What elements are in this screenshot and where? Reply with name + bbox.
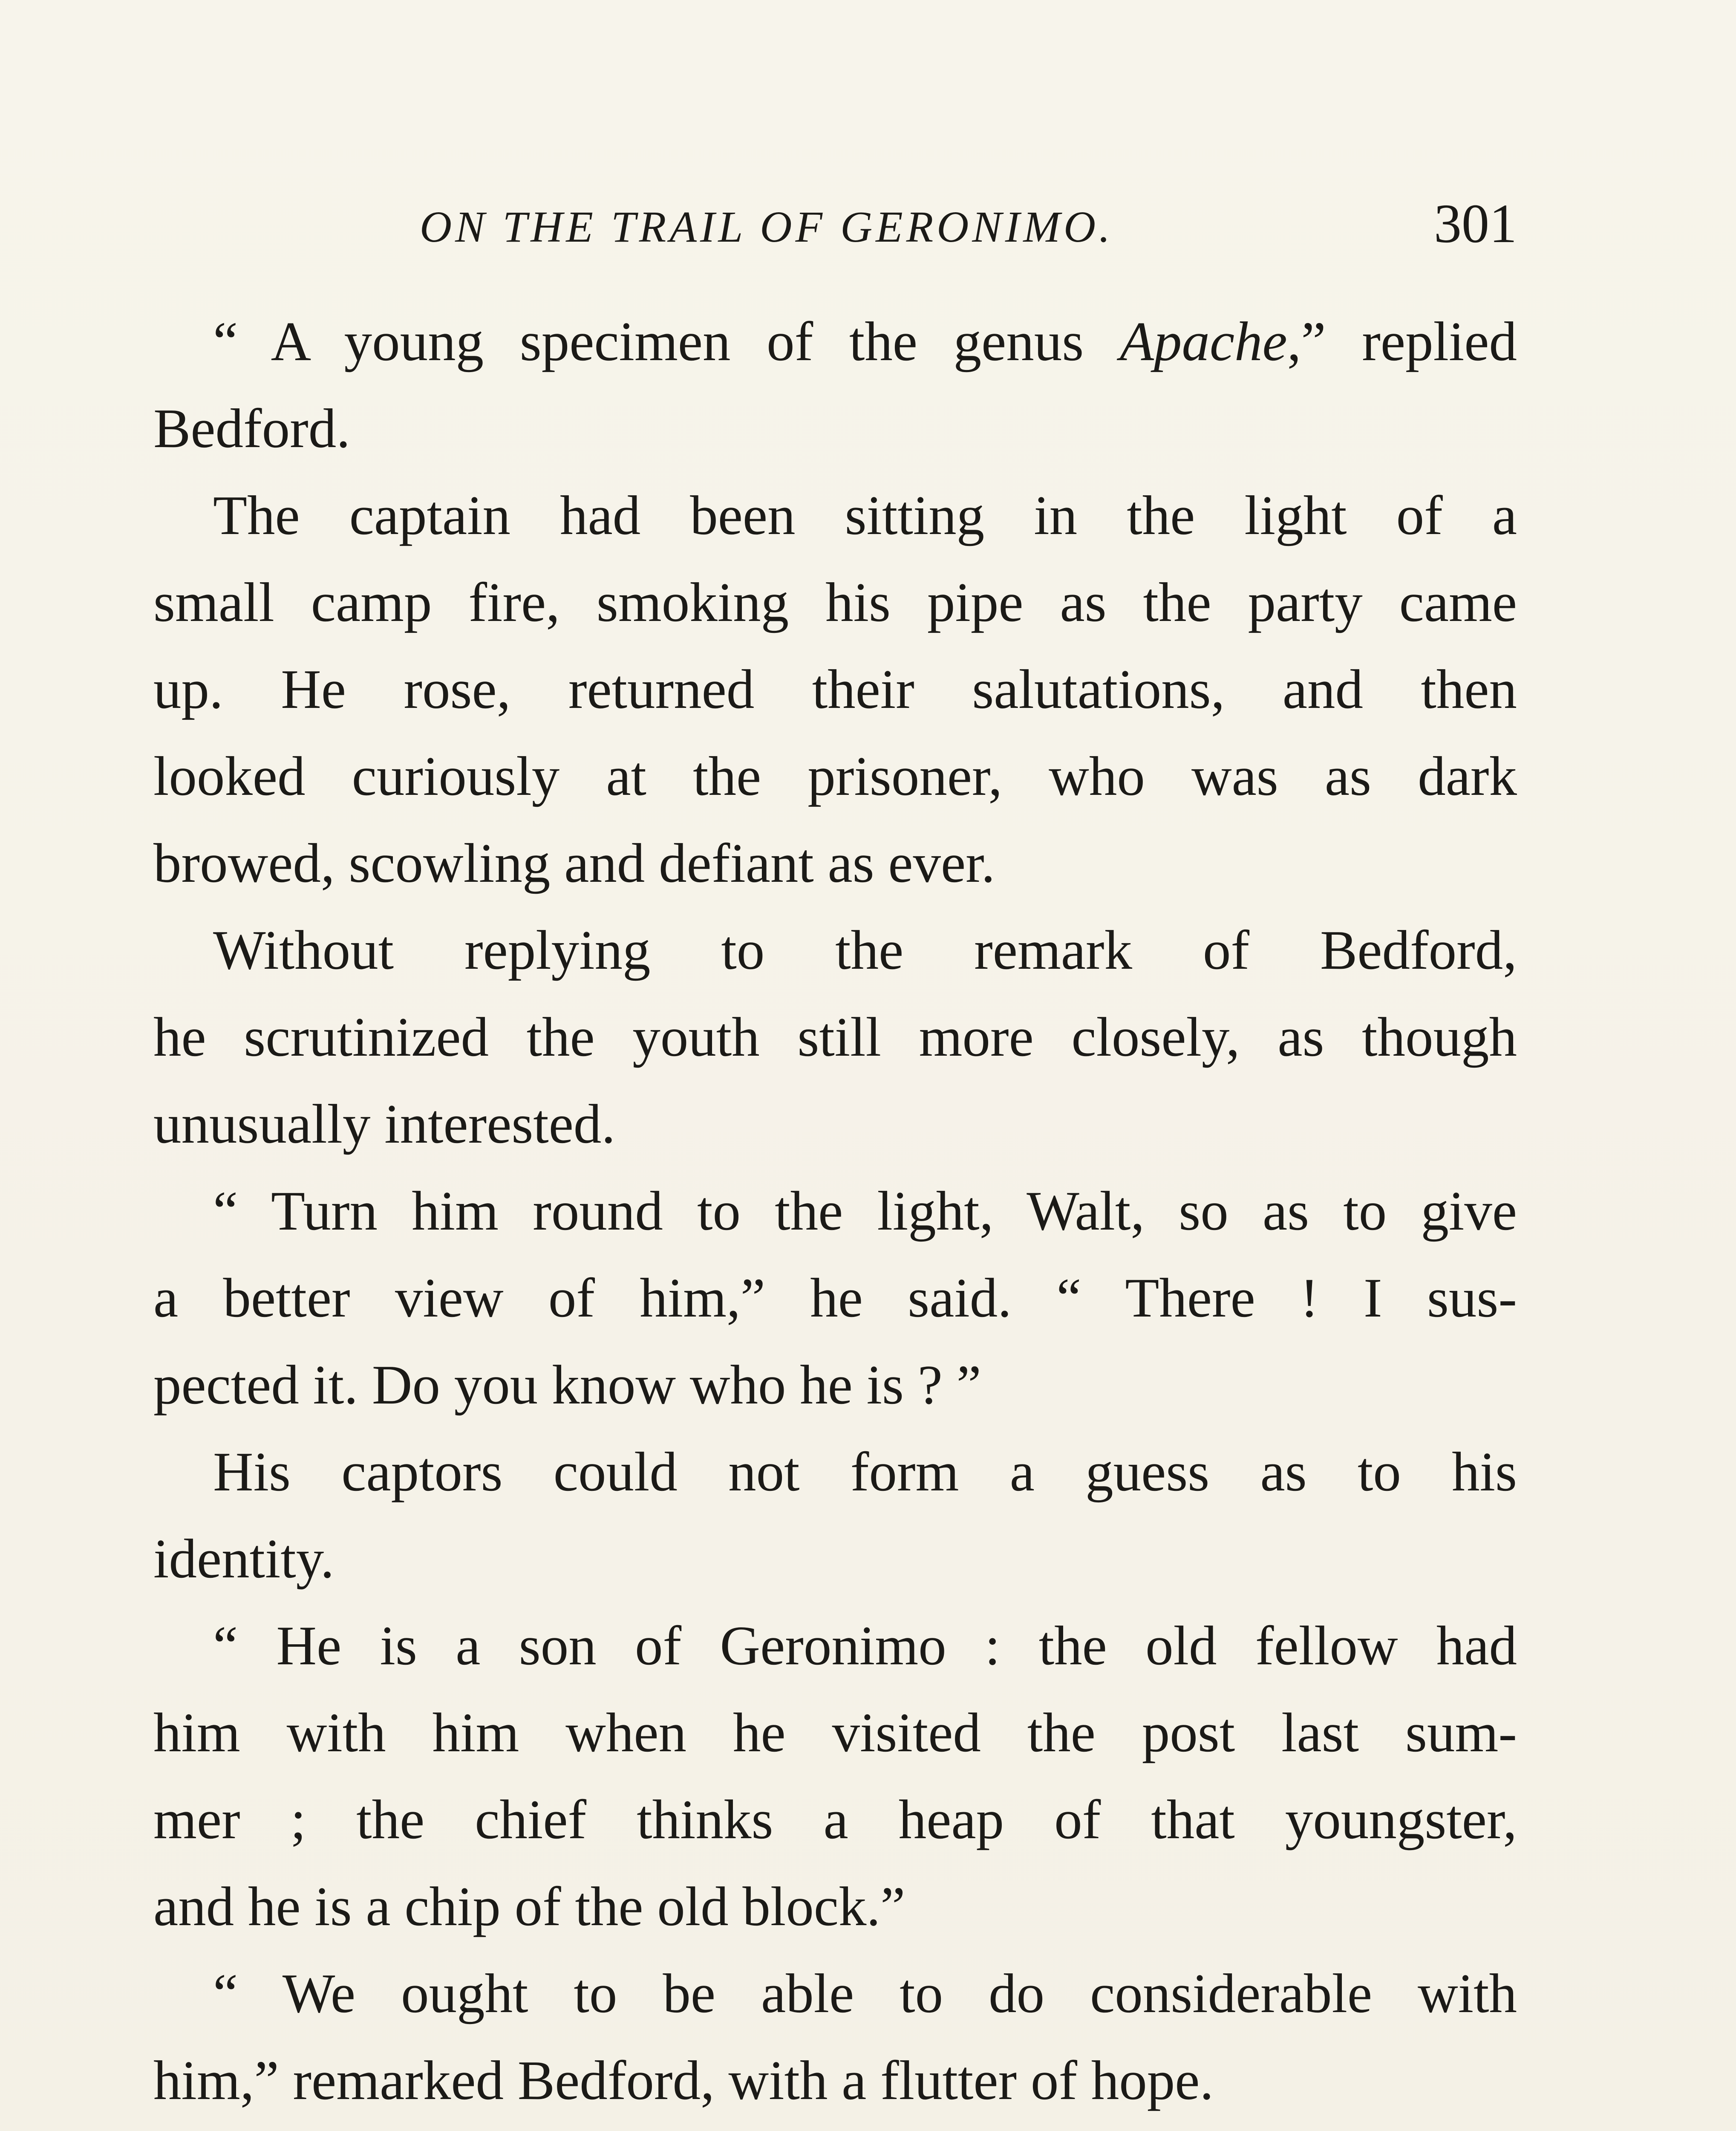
- text-line: up. He rose, returned their salutations, and then: [153, 658, 1517, 720]
- emphasis-text: Apache: [1119, 311, 1287, 372]
- text-line: “ He is a son of Geronimo : the old fellow had: [213, 1615, 1517, 1677]
- running-title: ON THE TRAIL OF GERONIMO.: [420, 202, 1114, 251]
- text-line: “ Turn him round to the light, Walt, so as to give: [213, 1180, 1517, 1242]
- text-line: browed, scowling and defiant as ever.: [153, 832, 995, 894]
- page-number: 301: [1434, 193, 1517, 254]
- text-line: “ A young specimen of the genus Apache,” replied: [213, 311, 1517, 372]
- text-line: His captors could not form a guess as to his: [213, 1441, 1517, 1503]
- text-line: [153, 2124, 1517, 2131]
- text-line: looked curiously at the prisoner, who was as dark: [153, 745, 1517, 807]
- text-line: him,” remarked Bedford, with a flutter of hope.: [153, 2050, 1214, 2111]
- text-line: a better view of him,” he said. “ There ! I sus-: [153, 1267, 1517, 1329]
- text-line: him with him when he visited the post last sum-: [153, 1702, 1517, 1764]
- text-line: he scrutinized the youth still more closely, as though: [153, 1006, 1517, 1068]
- body-text: [153, 298, 1517, 2131]
- text-line: Without replying to the remark of Bedford,: [213, 919, 1517, 981]
- text-line: identity.: [153, 1528, 335, 1590]
- text-line: Bedford.: [153, 398, 351, 459]
- text-line: and he is a chip of the old block.”: [153, 1876, 905, 1938]
- text-line: mer ; the chief thinks a heap of that youngster,: [153, 1789, 1517, 1851]
- text-line: small camp fire, smoking his pipe as the party came: [153, 572, 1517, 633]
- text-line: unusually interested.: [153, 1093, 616, 1155]
- text-line: “ We ought to be able to do considerable with: [213, 1963, 1517, 2024]
- text-line: The captain had been sitting in the light of a: [213, 485, 1517, 546]
- running-head: [153, 194, 1517, 254]
- text-line: pected it. Do you know who he is ? ”: [153, 1354, 981, 1416]
